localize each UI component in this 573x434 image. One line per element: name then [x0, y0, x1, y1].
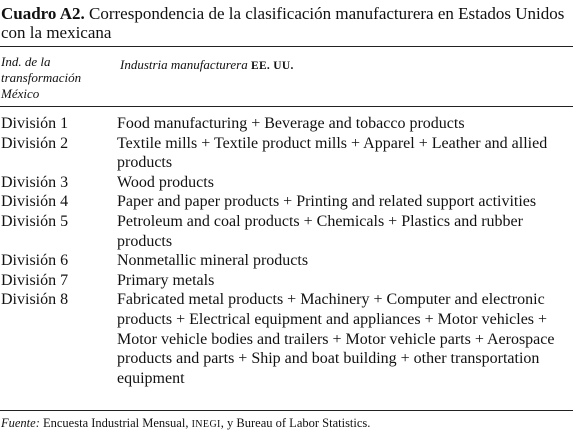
- description-cell: Fabricated metal products + Machinery + Computer and electronic products + Electrical equipment and appliances + Motor vehicles + Motor vehicle bodies and trailers + Motor vehicle parts + Aerospace products and parts + Ship and boat building + other transportation equipment: [117, 291, 555, 387]
- table-row: [0, 114, 573, 134]
- table-body: [0, 114, 573, 388]
- description-cell: Nonmetallic mineral products: [117, 252, 309, 270]
- table-row: [0, 212, 573, 251]
- top-rule: [0, 46, 573, 47]
- division-cell: División 3: [1, 173, 69, 191]
- caption-label: Cuadro A2.: [1, 4, 85, 23]
- description-cell: Primary metals: [117, 271, 215, 289]
- source-inegi: INEGI: [191, 419, 221, 430]
- column-header-mexico-line: Ind. de la: [1, 54, 51, 69]
- division-cell: División 4: [1, 193, 69, 211]
- source-note: [1, 415, 571, 433]
- table-row: [0, 251, 573, 271]
- source-label: Fuente:: [1, 416, 40, 430]
- description-cell: Petroleum and coal products + Chemicals + Plastics and rubber products: [117, 212, 523, 250]
- division-cell: División 7: [1, 271, 69, 289]
- table-caption: [1, 4, 569, 42]
- division-cell: División 6: [1, 252, 69, 270]
- description-cell: Food manufacturing + Beverage and tobacco products: [117, 115, 465, 132]
- division-cell: División 5: [1, 212, 69, 230]
- column-header-us: [120, 57, 294, 74]
- division-cell: División 2: [1, 134, 69, 152]
- column-header-mexico-line: México: [1, 86, 40, 101]
- table-row: [0, 192, 573, 212]
- description-cell: Paper and paper products + Printing and related support activities: [117, 193, 537, 211]
- header-rule: [0, 106, 573, 107]
- table-row: [0, 173, 573, 193]
- column-header-mexico: [1, 54, 111, 102]
- source-text-after: , y Bureau of Labor Statistics.: [220, 416, 371, 430]
- division-cell: División 1: [1, 115, 69, 132]
- table-row: [0, 134, 573, 173]
- caption-text: Correspondencia de la clasificación manufacturera en Estados Unidos con la mexicana: [1, 4, 565, 42]
- division-cell: División 8: [1, 291, 69, 309]
- description-cell: Textile mills + Textile product mills + Apparel + Leather and allied products: [117, 134, 548, 172]
- bottom-rule: [0, 410, 573, 411]
- column-header-us-abbr: EE. UU.: [250, 60, 294, 72]
- column-header-us-text: Industria manufacturera: [120, 57, 251, 72]
- source-text-before: Encuesta Industrial Mensual,: [39, 416, 192, 430]
- table-row: [0, 290, 573, 388]
- column-header-mexico-line: transformación: [1, 70, 82, 85]
- description-cell: Wood products: [117, 173, 214, 191]
- table-row: [0, 271, 573, 291]
